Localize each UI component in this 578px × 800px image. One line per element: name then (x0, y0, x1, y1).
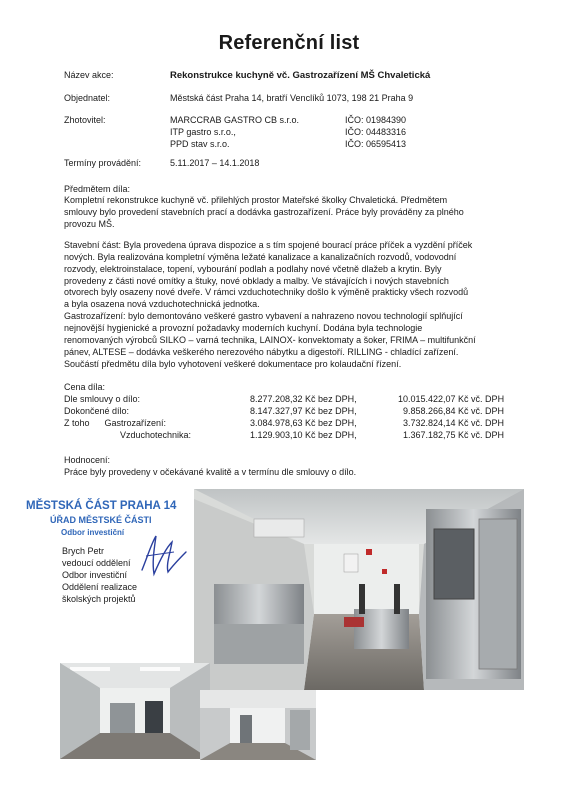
cena-bez-dph: 1.129.903,10 Kč bez DPH, (250, 430, 357, 440)
stavebni-line: rozvody, elektroinstalace, topení, vybourání podlah a podlahy nové včetně dlažeb a krytin. Byly (64, 264, 442, 274)
cena-vc-dph: 3.732.824,14 Kč vč. DPH (403, 418, 505, 428)
zhotovitel-ico: IČO: 06595413 (345, 139, 407, 149)
page-title: Referenční list (218, 32, 360, 54)
termin-label: Termíny provádění: (64, 158, 142, 168)
nazev-value: Rekonstrukce kuchyně vč. Gastrozařízení MŠ Chvaletická (170, 70, 431, 81)
cena-heading: Cena díla: (64, 382, 106, 392)
cena-label: Vzduchotechnika: (120, 430, 192, 440)
stavebni-line: a byla osazena nová vzduchotechnická jednotka. (64, 299, 260, 309)
predmet-heading: Předmětem díla: (64, 184, 131, 194)
stamp-line-2: ÚŘAD MĚSTSKÉ ČÁSTI (50, 515, 152, 525)
signatory-line: vedoucí oddělení (62, 558, 131, 568)
zhotovitel-ico: IČO: 01984390 (345, 115, 407, 125)
cena-label: Dokončené dílo: (64, 406, 130, 416)
nazev-label: Název akce: (64, 70, 114, 80)
stavebni-line: Stavební část: Byla provedena úprava dispozice a s tím spojené bourací práce příček a vyzdění příček (64, 240, 473, 250)
zhotovitel-name: MARCCRAB GASTRO CB s.r.o. (170, 115, 300, 125)
stavebni-line: provedeny z části nové omítky a štuky, nové obklady a malby. Ve stávajících i nových stavebních (64, 276, 449, 286)
cena-bez-dph: 8.277.208,32 Kč bez DPH, (250, 394, 357, 404)
signatory-line: Odbor investiční (62, 570, 128, 580)
cena-label: Z toho Gastrozařízení: (64, 418, 167, 428)
cena-bez-dph: 8.147.327,97 Kč bez DPH, (250, 406, 357, 416)
predmet-line: smlouvy bylo provedení stavebních prací a dodávka gastrozařízení. Práce byly prováděny za plného (64, 207, 464, 217)
objednatel-label: Objednatel: (64, 93, 111, 103)
cena-vc-dph: 9.858.266,84 Kč vč. DPH (403, 406, 505, 416)
objednatel-value: Městská část Praha 14, bratří Venclíků 1073, 198 21 Praha 9 (170, 93, 414, 103)
predmet-line: provozu MŠ. (64, 219, 115, 229)
cena-label: Dle smlouvy o dílo: (64, 394, 141, 404)
gastro-line: nejnovější hygienické a provozní požadavky moderních kuchyní. Dodána byla technologie (64, 323, 423, 333)
gastro-line: renomovaných výrobců SILKO – varná technika, LAINOX- konvektomaty a šoker, FRIMA – multifunkční (64, 335, 476, 345)
zhotovitel-name: PPD stav s.r.o. (170, 139, 230, 149)
cena-vc-dph: 1.367.182,75 Kč vč. DPH (403, 430, 505, 440)
zhotovitel-name: ITP gastro s.r.o., (170, 127, 236, 137)
signatory-line: Oddělení realizace (62, 582, 138, 592)
kitchen-photo-main (194, 489, 524, 690)
cena-vc-dph: 10.015.422,07 Kč vč. DPH (398, 394, 505, 404)
hodnoceni-text: Práce byly provedeny v očekávané kvalitě a v termínu dle smlouvy o dílo. (64, 467, 357, 477)
gastro-line: pánev, ALTESE – dodávka veškerého nerezového nábytku a digestoří. RILLING - chladící zařízení. (64, 347, 459, 357)
stavebni-line: nových. Byla realizována kompletní výměna ležaté kanalizace a kanalizačních rozvodů, vodovodní (64, 252, 457, 262)
stavebni-line: otvorech byly osazeny nové dveře. V rámci vzduchotechniky došlo k výměně prakticky všech rozvodů (64, 287, 469, 297)
cena-bez-dph: 3.084.978,63 Kč bez DPH, (250, 418, 357, 428)
kitchen-photo-main-image (194, 489, 524, 690)
zhotovitel-ico: IČO: 04483316 (345, 127, 407, 137)
stamp-line-1: MĚSTSKÁ ČÁST PRAHA 14 (26, 500, 177, 512)
hodnoceni-heading: Hodnocení: (64, 455, 111, 465)
zhotovitel-label: Zhotovitel: (64, 115, 106, 125)
predmet-line: Kompletní rekonstrukce kuchyně vč. přilehlých prostor Mateřské školky Chvaletická. Předmětem (64, 195, 448, 205)
kitchen-photo-small (60, 663, 210, 759)
stamp-line-3: Odbor investiční (61, 528, 125, 537)
kitchen-photo-small-image (60, 663, 210, 759)
kitchen-photo-corridor (200, 690, 316, 760)
signatory-line: školských projektů (62, 594, 136, 604)
kitchen-photo-corridor-image (200, 690, 316, 760)
signature (130, 530, 190, 585)
gastro-line: Součástí předmětu díla bylo vyhotovení veškeré dokumentace pro kolaudační řízení. (64, 359, 402, 369)
gastro-line: Gastrozařízení: bylo demontováno veškeré gastro vybavení a nahrazeno novou technologií splňující (64, 311, 463, 321)
termin-value: 5.11.2017 – 14.1.2018 (170, 158, 260, 168)
signatory-line: Brych Petr (62, 546, 105, 556)
